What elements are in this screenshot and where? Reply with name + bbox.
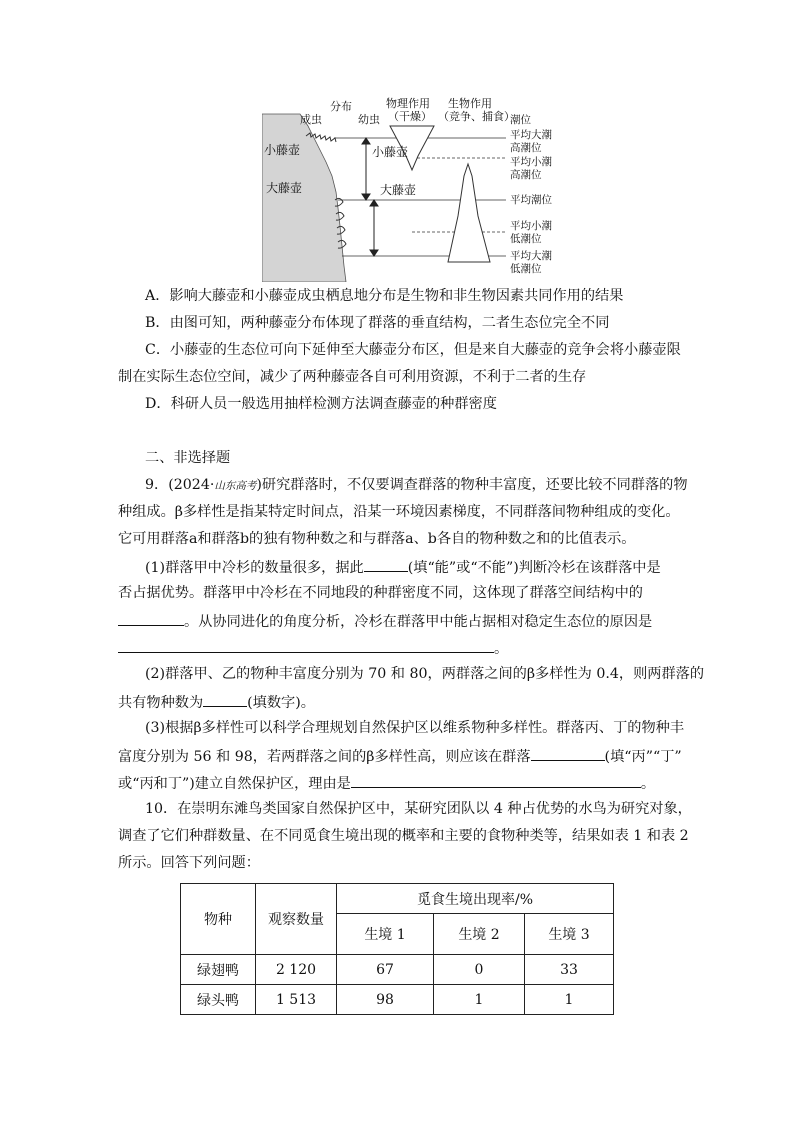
q9-part3-text-a: 富度分别为 56 和 98，若两群落之间的β多样性高，则应该在群落 [118,749,531,765]
cell-count: 1 513 [256,985,337,1015]
big-barnacle-left-label: 大藤壶 [266,181,303,195]
q10-line2: 调查了它们种群数量、在不同觅食生境出现的概率和主要的食物种类等，结果如表 1 和表 2 [118,828,689,844]
header-count: 观察数量 [256,884,337,955]
table-row [181,985,614,1015]
q9-intro-line3: 它可用群落a和群落b的独有物种数之和与群落a、b各自的物种数之和的比值表示。 [118,531,636,547]
q9-part3-line3 [118,772,655,794]
cell-habitat-3: 33 [525,955,614,985]
q9-source: 山东高考 [214,480,257,492]
answer-blank-5[interactable] [531,745,605,761]
q9-number: 9．(2024· [145,477,215,493]
barnacle-diagram [262,96,562,282]
cell-habitat-2: 1 [434,985,525,1015]
answer-blank-1[interactable] [364,556,408,572]
q9-part1-text-c: 。从协同进化的角度分析，冷杉在群落甲中能占据相对稳定生态位的原因是 [184,614,653,630]
q9-part3-text-b: (填“丙”“丁” [604,749,682,765]
small-barnacle-mid-label: 小藤壶 [372,145,409,159]
tide-level-5a: 平均大潮 [510,250,552,262]
q9-part1-line2: 否占据优势。群落甲中冷杉在不同地段的种群密度不同，这体现了群落空间结构中的 [118,585,643,601]
q9-part1-line4 [118,637,508,659]
biological-effect-shape [448,164,490,262]
small-barnacle-left-label: 小藤壶 [264,143,301,157]
q9-part2-text-a: 共有物种数为 [118,695,204,711]
tide-level-4a: 平均小潮 [510,220,552,232]
option-b: B．由图可知，两种藤壶分布体现了群落的垂直结构，二者生态位完全不同 [145,315,610,331]
option-c-line1: C．小藤壶的生态位可向下延伸至大藤壶分布区，但是来自大藤壶的竞争会将小藤壶限 [145,342,681,358]
biological-effect-label: 生物作用 [448,97,492,110]
biological-effect-label-2: （竞争、捕食） [438,110,515,123]
cell-habitat-1: 98 [337,985,434,1015]
big-barnacle-mid-label: 大藤壶 [380,183,417,197]
q9-part3-text-c: 或“丙和丁”)建立自然保护区，理由是 [118,776,351,792]
tide-level-2a: 平均小潮 [510,156,552,168]
cell-count: 2 120 [256,955,337,985]
adult-label: 成虫 [300,113,322,126]
tide-level-4b: 低潮位 [510,233,542,245]
physical-effect-label: 物理作用 [386,97,430,110]
option-c-line2: 制在实际生态位空间，减少了两种藤壶各自可利用资源，不利于二者的生存 [118,369,587,385]
q10-line1: 10．在崇明东滩鸟类国家自然保护区中，某研究团队以 4 种占优势的水鸟为研究对象， [145,801,692,817]
q9-part1-line3 [118,610,652,632]
q9-part2-line1: (2)群落甲、乙的物种丰富度分别为 70 和 80，两群落之间的β多样性为 0.4，则两群落的 [145,666,705,682]
q9-intro-line2: 种组成。β多样性是指某特定时间点，沿某一环境因素梯度，不同群落间物种组成的变化。 [118,504,680,520]
header-foraging-rate: 觅食生境出现率/% [337,884,614,914]
section-title: 二、非选择题 [145,450,231,466]
cell-species: 绿翅鸭 [181,955,256,985]
q9-part3-line1: (3)根据β多样性可以科学合理规划自然保护区以维系物种多样性。群落丙、丁的物种丰 [145,720,685,736]
answer-blank-4[interactable] [203,691,247,707]
tide-level-1b: 高潮位 [510,142,542,154]
tide-level-1a: 平均大潮 [510,129,552,141]
cell-species: 绿头鸭 [181,985,256,1015]
answer-blank-6[interactable] [351,772,641,788]
q9-intro-rest: )研究群落时，不仅要调查群落的物种丰富度，还要比较不同群落的物 [256,477,688,493]
q9-part1-line1 [145,556,661,578]
table-row [181,955,614,985]
q9-part2-text-b: (填数字)。 [247,695,315,711]
larva-label: 幼虫 [358,113,380,126]
header-species: 物种 [181,884,256,955]
tide-level-3: 平均潮位 [510,194,552,206]
header-habitat-3: 生境 3 [525,914,614,955]
answer-blank-3[interactable] [118,637,494,653]
tide-level-labels [510,128,552,275]
q9-part1-end: 。 [494,641,509,657]
option-a: A．影响大藤壶和小藤壶成虫栖息地分布是生物和非生物因素共同作用的结果 [145,288,624,304]
answer-blank-2[interactable] [118,610,184,626]
barnacle-distribution-figure [262,96,562,282]
q9-intro-line1 [145,475,688,496]
q9-part1-text-b: (填“能”或“不能”)判断冷杉在该群落中是 [407,560,661,576]
option-d: D．科研人员一般选用抽样检测方法调查藤壶的种群密度 [145,396,497,412]
cell-habitat-1: 67 [337,955,434,985]
tide-header: 潮位 [510,114,531,126]
cell-habitat-3: 1 [525,985,614,1015]
tide-level-5b: 低潮位 [510,263,542,275]
q9-part3-line2 [118,745,682,767]
q10-line3: 所示。回答下列问题： [118,855,260,871]
header-habitat-2: 生境 2 [434,914,525,955]
distribution-label: 分布 [330,100,352,113]
q9-part2-line2 [118,691,315,713]
table-1 [180,883,614,1015]
q9-part3-end: 。 [640,776,656,792]
header-habitat-1: 生境 1 [337,914,434,955]
q9-part1-text-a: (1)群落甲中冷杉的数量很多，据此 [145,560,364,576]
tide-level-2b: 高潮位 [510,169,542,181]
physical-effect-label-2: （干燥） [388,110,432,123]
cell-habitat-2: 0 [434,955,525,985]
